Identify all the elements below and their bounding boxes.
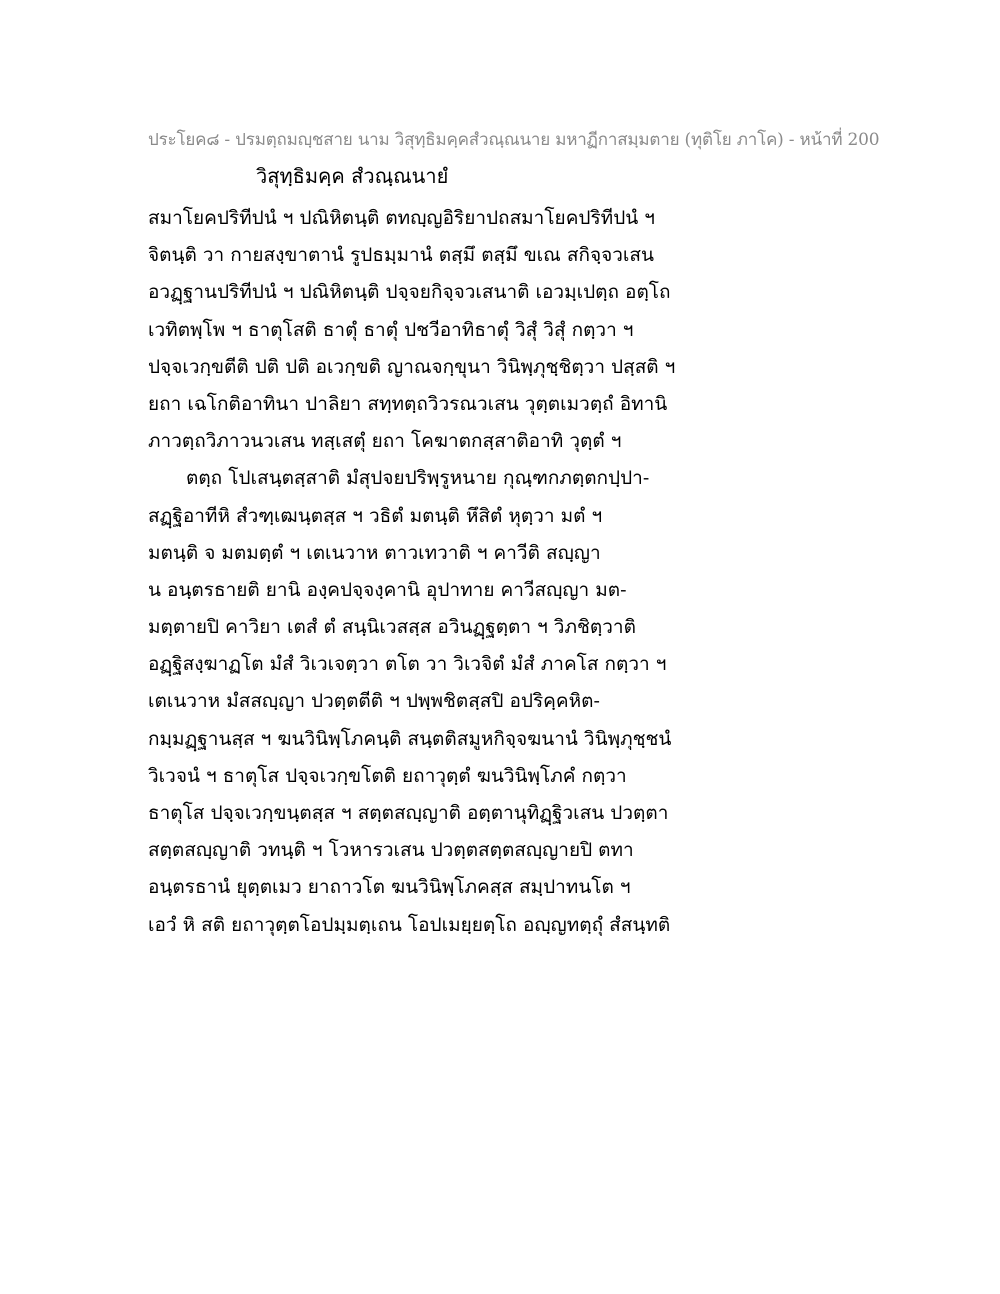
text-line-17: ธาตุโส ปจฺจเวกฺขนฺตสฺส ฯ สตฺตสญฺญาติ อตฺตานุทิฏฺฐิวเสน ปวตฺตา — [148, 802, 669, 824]
text-line-10: มตนฺติ จ มตมตฺตํ ฯ เตเนวาห ตาวเทวาติ ฯ คาวีติ สญฺญา — [148, 541, 601, 564]
text-line-14: เตเนวาห มํสสญฺญา ปวตฺตตีติ ฯ ปพฺพชิตสฺสปิ อปริคฺคหิต- — [148, 690, 600, 713]
text-line-2: จิตนฺติ วา กายสงฺขาตานํ รูปธมฺมานํ ตสฺมึ ตสฺมึ ขเณ สกิจฺจวเสน — [148, 244, 654, 267]
document-title: วิสุทฺธิมคฺค สํวณฺณนายํ — [256, 164, 449, 188]
text-line-8-paragraph-start: ตตฺถ โปเสนฺตสฺสาติ มํสุปจยปริพฺรูหนาย กุณฺฑกภตฺตกปฺปา- — [186, 467, 650, 490]
text-line-4: เวทิตพฺโพ ฯ ธาตุโสติ ธาตุํ ธาตุํ ปชวีอาทิธาตุํ วิสุํ วิสุํ กตฺวา ฯ — [148, 318, 634, 341]
text-line-13: อฏฺฐิสงฺฆาฏโต มํสํ วิเวเจตฺวา ตโต วา วิเวจิตํ มํสํ ภาคโส กตฺวา ฯ — [148, 653, 667, 676]
text-line-16: วิเวจนํ ฯ ธาตุโส ปจฺจเวกฺขโตติ ยถาวุตฺตํ ฆนวินิพฺโภคํ กตฺวา — [148, 764, 627, 787]
text-line-20: เอวํ หิ สติ ยถาวุตฺตโอปมฺมตฺเถน โอปเมยฺยตฺโถ อญฺญทตฺถุํ สํสนฺทติ — [148, 913, 671, 936]
text-line-19: อนฺตรธานํ ยุตฺตเมว ยาถาวโต ฆนวินิพฺโภคสฺส สมฺปาทนโต ฯ — [148, 876, 631, 899]
text-line-18: สตฺตสญฺญาติ วทนฺติ ฯ โวหารวเสน ปวตฺตสตฺตสญฺญายปิ ตทา — [148, 839, 634, 862]
text-line-7: ภาวตฺถวิภาวนวเสน ทสฺเสตุํ ยถา โคฆาตกสฺสาติอาทิ วุตฺตํ ฯ — [148, 430, 622, 453]
text-line-11: น อนฺตรธายติ ยานิ องฺคปจฺจงฺคานิ อุปาทาย คาวีสญฺญา มต- — [148, 578, 627, 601]
text-line-1: สมาโยคปริทีปนํ ฯ ปณิหิตนฺติ ตทญฺญอิริยาปถสมาโยคปริทีปนํ ฯ — [148, 207, 655, 229]
text-line-15: กมฺมฏฺฐานสฺส ฯ ฆนวินิพฺโภคนฺติ สนฺตติสมูหกิจฺจฆนานํ วินิพฺภุชฺชนํ — [148, 727, 672, 750]
page-header: ประโยค๘ - ปรมตฺถมญฺชสาย นาม วิสุทฺธิมคฺคสํวณฺณนาย มหาฏีกาสมฺมตาย (ทุติโย ภาโค) - หน้าที่ 200 — [148, 130, 880, 150]
body-text — [148, 200, 708, 944]
text-line-3: อวฏฺฐานปริทีปนํ ฯ ปณิหิตนฺติ ปจฺจยกิจฺจวเสนาติ เอวมฺเปตฺถ อตฺโถ — [148, 281, 671, 304]
text-line-5: ปจฺจเวกฺขตีติ ปติ ปติ อเวกฺขติ ญาณจกฺขุนา วินิพฺภุชฺชิตฺวา ปสฺสติ ฯ — [148, 355, 676, 378]
text-line-12: มตฺตายปิ คาวิยา เตสํ ตํ สนฺนิเวสสฺส อวินฏฺฐตฺตา ฯ วิภชิตฺวาติ — [148, 616, 636, 639]
text-line-6: ยถา เฉโกติอาทินา ปาลิยา สทฺทตฺถวิวรณวเสน วุตฺตเมวตฺถํ อิทานิ — [148, 392, 668, 415]
text-line-9: สฏฺฐิอาทีหิ สํวฑฺเฒนฺตสฺส ฯ วธิตํ มตนฺติ หึสิตํ หุตฺวา มตํ ฯ — [148, 504, 603, 527]
